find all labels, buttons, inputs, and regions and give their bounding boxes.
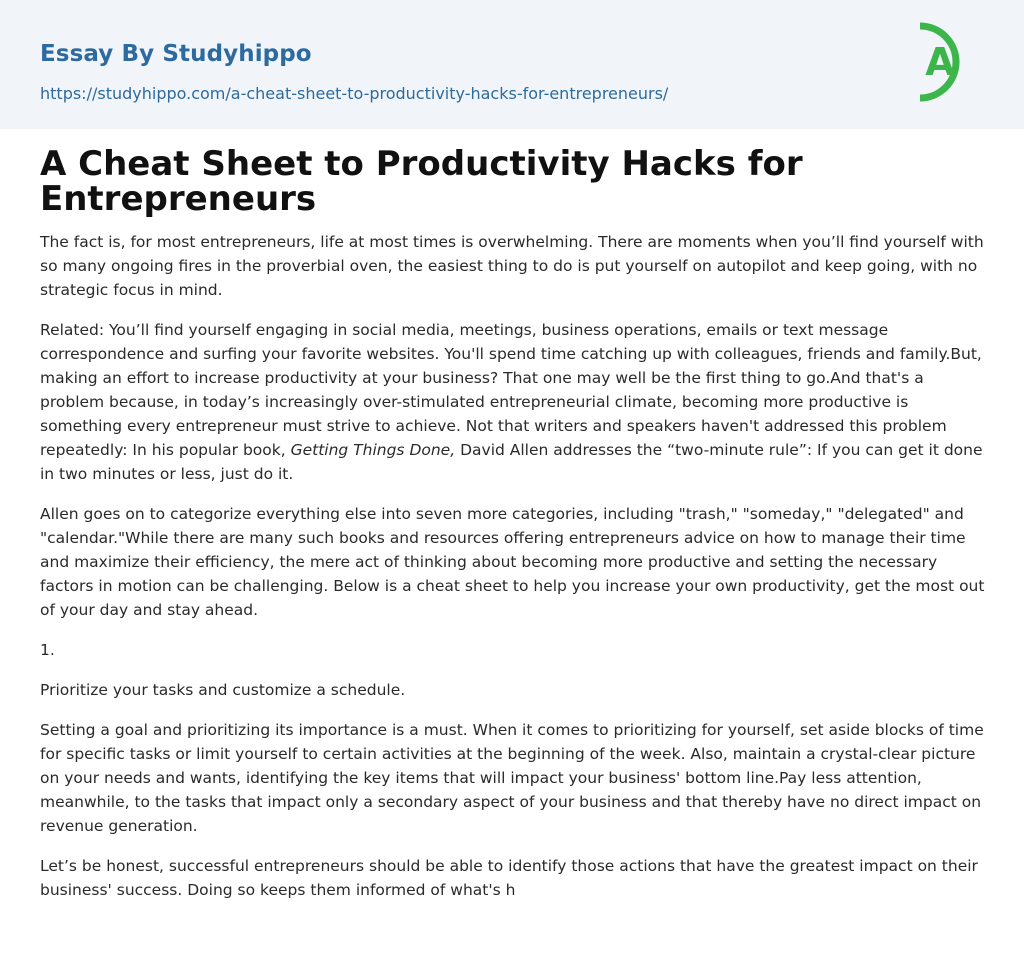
tip-heading: Prioritize your tasks and customize a schedule. xyxy=(40,681,406,699)
article-paragraph: Allen goes on to categorize everything else into seven more categories, including "trash," "someday," "delegated" and "calendar."While there are many such books and resources offering entrepreneurs advice on how to manage their time and maximize their efficiency, the mere act of thinking about becoming more productive and setting the necessary factors in motion can be challenging. Below is a cheat sheet to help you increase your own productivity, get the most out of your day and stay ahead. xyxy=(40,505,985,619)
paragraph-text: David Allen addresses the “two-minute rule”: If you can get it done in two minutes or less, just do it. xyxy=(40,441,983,483)
site-header xyxy=(0,0,1024,129)
essay-url-link[interactable]: https://studyhippo.com/a-cheat-sheet-to-productivity-hacks-for-entrepreneurs/ xyxy=(40,84,669,103)
article-paragraph xyxy=(40,318,988,486)
list-number: 1. xyxy=(40,641,55,659)
site-brand[interactable]: Essay By Studyhippo xyxy=(40,41,312,67)
article-title: A Cheat Sheet to Productivity Hacks for Entrepreneurs xyxy=(40,144,803,219)
book-title: Getting Things Done, xyxy=(290,441,456,459)
article-content xyxy=(40,144,988,918)
article-paragraph: Let’s be honest, successful entrepreneurs should be able to identify those actions that have the greatest impact on their business' success. Doing so keeps them informed of what's h xyxy=(40,857,978,899)
studyhippo-logo-icon[interactable] xyxy=(912,18,986,106)
logo-letter: A xyxy=(925,40,955,84)
article-paragraph: Setting a goal and prioritizing its importance is a must. When it comes to prioritizing for yourself, set aside blocks of time for specific tasks or limit yourself to certain activities at the beginning of the week. Also, maintain a crystal-clear picture on your needs and wants, identifying the key items that will impact your business' bottom line.Pay less attention, meanwhile, to the tasks that impact only a secondary aspect of your business and that thereby have no direct impact on revenue generation. xyxy=(40,721,984,835)
paragraph-text: Related: You’ll find yourself engaging in social media, meetings, business operations, emails or text message correspondence and surfing your favorite websites. You'll spend time catching up with colleagues, friends and family.But, making an effort to increase productivity at your business? That one may well be the first thing to go.And that's a problem because, in today’s increasingly over-stimulated entrepreneurial climate, becoming more productive is something every entrepreneur must strive to achieve. Not that writers and speakers haven't addressed this problem repeatedly: In his popular book, xyxy=(40,321,982,459)
article-paragraph: The fact is, for most entrepreneurs, life at most times is overwhelming. There are moments when you’ll find yourself with so many ongoing fires in the proverbial oven, the easiest thing to do is put yourself on autopilot and keep going, with no strategic focus in mind. xyxy=(40,233,984,299)
